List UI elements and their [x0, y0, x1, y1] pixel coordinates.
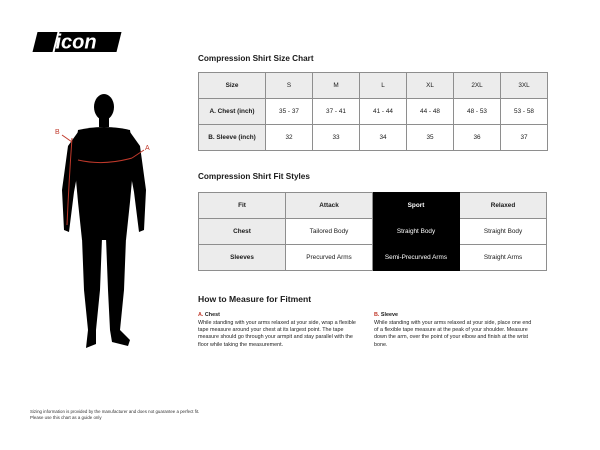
sleeve-instructions-heading	[374, 312, 534, 318]
fit-styles-title: Compression Shirt Fit Styles	[198, 172, 310, 181]
fit-chest-relaxed: Straight Body	[460, 219, 547, 245]
chest-size-value: 44 - 48	[407, 99, 454, 125]
disclaimer	[30, 409, 250, 421]
size-header-l: L	[360, 73, 407, 99]
chest-size-row	[199, 99, 548, 125]
chest-size-value: 37 - 41	[313, 99, 360, 125]
sleeve-size-value: 36	[454, 125, 501, 151]
fit-sleeves-attack: Precurved Arms	[286, 245, 373, 271]
size-header-row	[199, 73, 548, 99]
chest-instructions-text: While standing with your arms relaxed at your side, wrap a flexible tape measure around your chest at its largest point. The tape measure should go through your armpit and stay parallel with the floor while taking the measurement.	[198, 320, 356, 348]
sleeve-size-value: 33	[313, 125, 360, 151]
icon-brand-logo	[30, 30, 122, 54]
fit-chest-sport: Straight Body	[373, 219, 460, 245]
fit-sleeves-relaxed: Straight Arms	[460, 245, 547, 271]
fit-sleeves-label: Sleeves	[199, 245, 286, 271]
size-header-label: Size	[199, 73, 266, 99]
sleeve-heading-label: Sleeve	[380, 312, 398, 318]
chest-size-label: A. Chest (inch)	[199, 99, 266, 125]
size-chart-table	[198, 72, 548, 151]
fit-header-row	[199, 193, 547, 219]
sleeve-letter: B.	[374, 312, 380, 318]
disclaimer-line-1: Sizing information is provided by the manufacturer and does not guarantee a perfect fit.	[30, 409, 200, 414]
chest-heading-label: Chest	[204, 312, 220, 318]
body-silhouette	[50, 90, 160, 352]
marker-b: B	[55, 129, 60, 136]
size-header-s: S	[266, 73, 313, 99]
size-header-m: M	[313, 73, 360, 99]
fit-chest-label: Chest	[199, 219, 286, 245]
fit-sleeves-row	[199, 245, 547, 271]
chest-instructions	[198, 312, 358, 349]
marker-a: A	[145, 145, 150, 152]
chest-size-value: 41 - 44	[360, 99, 407, 125]
sleeve-size-value: 32	[266, 125, 313, 151]
sleeve-instructions-text: While standing with your arms relaxed at your side, place one end of a flexible tape measure at the peak of your shoulder. Measure down the arm, over the point of your elbow and finish at the wrist bone.	[374, 320, 532, 348]
size-header-2xl: 2XL	[454, 73, 501, 99]
sleeve-size-value: 34	[360, 125, 407, 151]
disclaimer-line-2: Please use this chart as a guide only	[30, 414, 102, 420]
fit-sleeves-sport: Semi-Precurved Arms	[373, 245, 460, 271]
sleeve-instructions	[374, 312, 534, 349]
chest-size-value: 53 - 58	[501, 99, 548, 125]
fit-header-label: Fit	[199, 193, 286, 219]
fit-header-attack: Attack	[286, 193, 373, 219]
fit-chest-attack: Tailored Body	[286, 219, 373, 245]
size-header-3xl: 3XL	[501, 73, 548, 99]
chest-size-value: 48 - 53	[454, 99, 501, 125]
sleeve-size-value: 35	[407, 125, 454, 151]
sleeve-size-value: 37	[501, 125, 548, 151]
fit-chest-row	[199, 219, 547, 245]
size-header-xl: XL	[407, 73, 454, 99]
chest-letter: A.	[198, 312, 204, 318]
fit-header-sport: Sport	[373, 193, 460, 219]
chest-size-value: 35 - 37	[266, 99, 313, 125]
fit-styles-table	[198, 192, 547, 271]
logo-text: icon	[55, 31, 97, 54]
measure-title: How to Measure for Fitment	[198, 294, 312, 304]
chest-instructions-heading	[198, 312, 358, 318]
sleeve-size-label: B. Sleeve (inch)	[199, 125, 266, 151]
size-chart-title: Compression Shirt Size Chart	[198, 54, 314, 63]
sleeve-size-row	[199, 125, 548, 151]
fit-header-relaxed: Relaxed	[460, 193, 547, 219]
